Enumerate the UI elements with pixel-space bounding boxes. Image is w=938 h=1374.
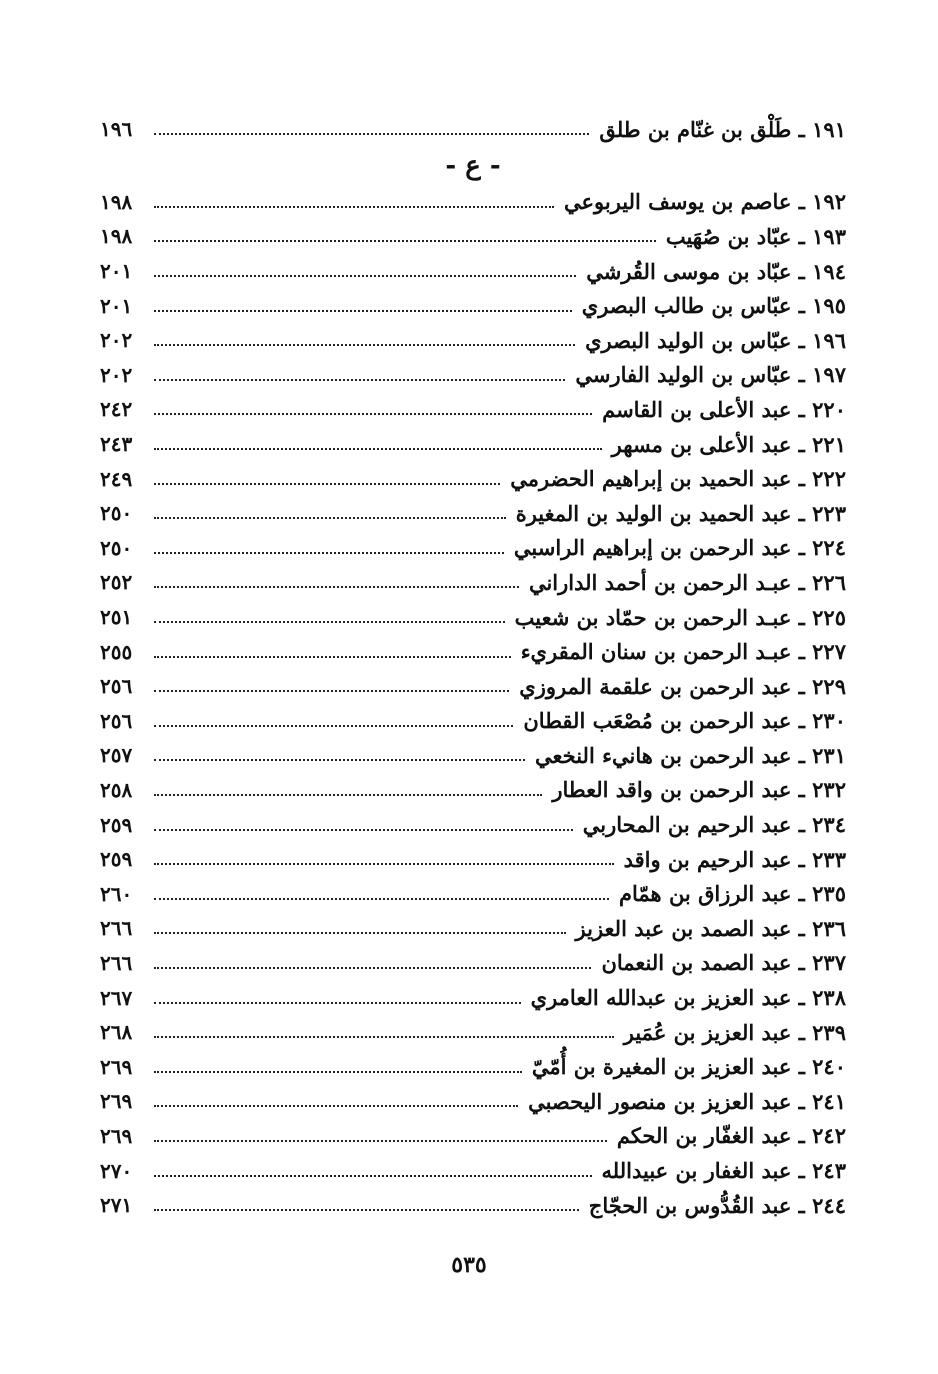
index-entry (100, 531, 846, 566)
entry-name: ١٩١ ـ طَلْق بن غنّام بن طلق (599, 116, 846, 142)
dot-leader (154, 967, 591, 969)
index-entry (100, 738, 846, 773)
entry-name: ١٩٣ ـ عبّاد بن صُهَيب (665, 223, 846, 249)
dot-leader (154, 1209, 579, 1211)
index-entry (100, 254, 846, 289)
dot-leader (154, 759, 525, 761)
entry-name: ٢٣٩ ـ عبد العزيز بن عُمَير (623, 1019, 846, 1045)
index-entry (100, 842, 846, 877)
entry-name: ٢٤١ ـ عبد العزيز بن منصور اليحصبي (528, 1088, 846, 1114)
entry-page: ٢٥٠ (100, 501, 133, 526)
page-number: ٥٣٥ (451, 1252, 487, 1278)
index-entry (100, 807, 846, 842)
entry-name: ٢٣٧ ـ عبد الصمد بن النعمان (601, 950, 846, 976)
entry-page: ٢٤٢ (100, 397, 133, 422)
entry-page: ٢٥٧ (100, 743, 133, 768)
entry-page: ٢٥٠ (100, 535, 133, 560)
index-entry (100, 323, 846, 358)
entry-page: ٢٥٦ (100, 708, 133, 733)
dot-leader (154, 133, 589, 135)
entry-page: ١٩٦ (100, 117, 133, 142)
entry-name: ١٩٤ ـ عبّاد بن موسى القُرشي (586, 258, 846, 284)
entry-page: ٢٠٢ (100, 362, 133, 387)
dot-leader (154, 586, 519, 588)
entry-page: ٢٧٠ (100, 1158, 133, 1183)
entry-name: ٢٤٠ ـ عبد العزيز بن المغيرة بن أُمّيّ (531, 1054, 846, 1080)
entry-page: ٢٠٢ (100, 328, 133, 353)
entry-name: ٢٢٧ ـ عبـد الرحمن بن سنان المقريء (520, 639, 846, 665)
entry-name: ٢٢٠ ـ عبد الأعلى بن القاسم (602, 396, 846, 422)
index-list (100, 112, 846, 1222)
dot-leader (154, 1071, 522, 1073)
entry-name: ٢٤٢ ـ عبد الغفّار بن الحكم (616, 1123, 846, 1149)
index-entry (100, 980, 846, 1015)
dot-leader (154, 898, 609, 900)
index-entry (100, 288, 846, 323)
entry-name: ٢٢٩ ـ عبد الرحمن بن علقمة المروزي (519, 673, 846, 699)
dot-leader (154, 1036, 614, 1038)
index-entry (100, 358, 846, 393)
entry-name: ٢٢٥ ـ عبـد الرحمن بن حمّاد بن شعيب (514, 604, 846, 630)
index-entry (100, 112, 846, 147)
entry-name: ٢٤٤ ـ عبد القُدُّوس بن الحجّاج (588, 1192, 846, 1218)
entry-page: ٢٠١ (100, 259, 133, 284)
entry-name: ٢٣٤ ـ عبد الرحيم بن المحاربي (582, 812, 846, 838)
entry-page: ٢٥٩ (100, 812, 133, 837)
entry-name: ٢٢٤ ـ عبد الرحمن بن إبراهيم الراسبي (513, 535, 846, 561)
entry-name: ٢٤٣ ـ عبد الغفار بن عبيدالله (601, 1158, 846, 1184)
entry-name: ٢٣١ ـ عبد الرحمن بن هانيء النخعي (535, 742, 846, 768)
entry-page: ٢٦٩ (100, 1089, 133, 1114)
entry-name: ٢٢٣ ـ عبد الحميد بن الوليد بن المغيرة (515, 500, 846, 526)
dot-leader (154, 1105, 518, 1107)
entry-page: ٢٦٧ (100, 985, 133, 1010)
section-header (100, 147, 846, 185)
entry-page: ٢٥٦ (100, 674, 133, 699)
entry-page: ٢٦٦ (100, 916, 133, 941)
dot-leader (154, 1140, 607, 1142)
dot-leader (154, 1175, 592, 1177)
dot-leader (154, 483, 500, 485)
dot-leader (154, 552, 504, 554)
entry-page: ٢٧١ (100, 1193, 133, 1218)
entry-name: ٢٣٥ ـ عبد الرزاق بن همّام (619, 881, 846, 907)
entry-page: ٢٤٩ (100, 466, 133, 491)
index-entry (100, 773, 846, 808)
entry-page: ٢٦٦ (100, 950, 133, 975)
entry-name: ٢٣٦ ـ عبد الصمد بن عبد العزيز (575, 915, 846, 941)
entry-name: ٢٣٠ ـ عبد الرحمن بن مُصْعَب القطان (523, 708, 846, 734)
index-entry (100, 565, 846, 600)
entry-name: ١٩٦ ـ عبّاس بن الوليد البصري (585, 327, 846, 353)
index-entry (100, 1049, 846, 1084)
entry-name: ٢٢٦ ـ عبـد الرحمن بن أحمد الداراني (528, 569, 846, 595)
entry-page: ٢٠١ (100, 293, 133, 318)
entry-page: ١٩٨ (100, 189, 133, 214)
entry-page: ٢٦٨ (100, 1020, 133, 1045)
dot-leader (154, 829, 573, 831)
entry-name: ٢٣٣ ـ عبد الرحيم بن واقد (623, 846, 846, 872)
entry-page: ٢٥٩ (100, 847, 133, 872)
entry-page: ٢٦٩ (100, 1123, 133, 1148)
dot-leader (154, 517, 506, 519)
index-entry (100, 600, 846, 635)
dot-leader (154, 344, 575, 346)
entry-page: ٢٥٨ (100, 777, 133, 802)
dot-leader (154, 206, 554, 208)
section-letter: - ع - (445, 150, 501, 181)
index-entry (100, 946, 846, 981)
index-entry (100, 461, 846, 496)
index-entry (100, 219, 846, 254)
index-entry (100, 1153, 846, 1188)
dot-leader (154, 863, 614, 865)
dot-leader (154, 725, 513, 727)
entry-page: ٢٦٩ (100, 1054, 133, 1079)
dot-leader (154, 794, 542, 796)
dot-leader (154, 379, 565, 381)
index-entry (100, 911, 846, 946)
entry-name: ١٩٥ ـ عبّاس بن طالب البصري (581, 293, 846, 319)
entry-page: ٢٦٠ (100, 881, 133, 906)
index-entry (100, 1119, 846, 1154)
dot-leader (154, 240, 656, 242)
dot-leader (154, 448, 602, 450)
dot-leader (154, 1002, 521, 1004)
entry-name: ٢٢١ ـ عبد الأعلى بن مسهر (611, 431, 846, 457)
dot-leader (154, 275, 576, 277)
entry-name: ٢٣٢ ـ عبد الرحمن بن واقد العطار (552, 777, 846, 803)
dot-leader (154, 932, 566, 934)
dot-leader (154, 656, 511, 658)
entry-rows (100, 185, 846, 1223)
index-entry (100, 392, 846, 427)
index-entry (100, 185, 846, 220)
index-entry (100, 1084, 846, 1119)
index-entry (100, 876, 846, 911)
entry-page: ٢٥٢ (100, 570, 133, 595)
dot-leader (154, 310, 572, 312)
index-entry (100, 496, 846, 531)
entry-name: ١٩٢ ـ عاصم بن يوسف اليربوعي (563, 189, 846, 215)
index-entry (100, 427, 846, 462)
dot-leader (154, 621, 505, 623)
index-entry (100, 669, 846, 704)
entry-page: ٢٥١ (100, 605, 133, 630)
dot-leader (154, 690, 509, 692)
entry-page: ٢٥٥ (100, 639, 133, 664)
entry-page: ١٩٨ (100, 224, 133, 249)
entry-name: ١٩٧ ـ عبّاس بن الوليد الفارسي (575, 362, 846, 388)
index-entry (100, 1188, 846, 1223)
entry-page: ٢٤٣ (100, 432, 133, 457)
index-entry (100, 1015, 846, 1050)
index-entry (100, 704, 846, 739)
entry-name: ٢٢٢ ـ عبد الحميد بن إبراهيم الحضرمي (510, 466, 846, 492)
index-entry (100, 634, 846, 669)
entry-name: ٢٣٨ ـ عبد العزيز بن عبدالله العامري (530, 985, 846, 1011)
dot-leader (154, 413, 592, 415)
